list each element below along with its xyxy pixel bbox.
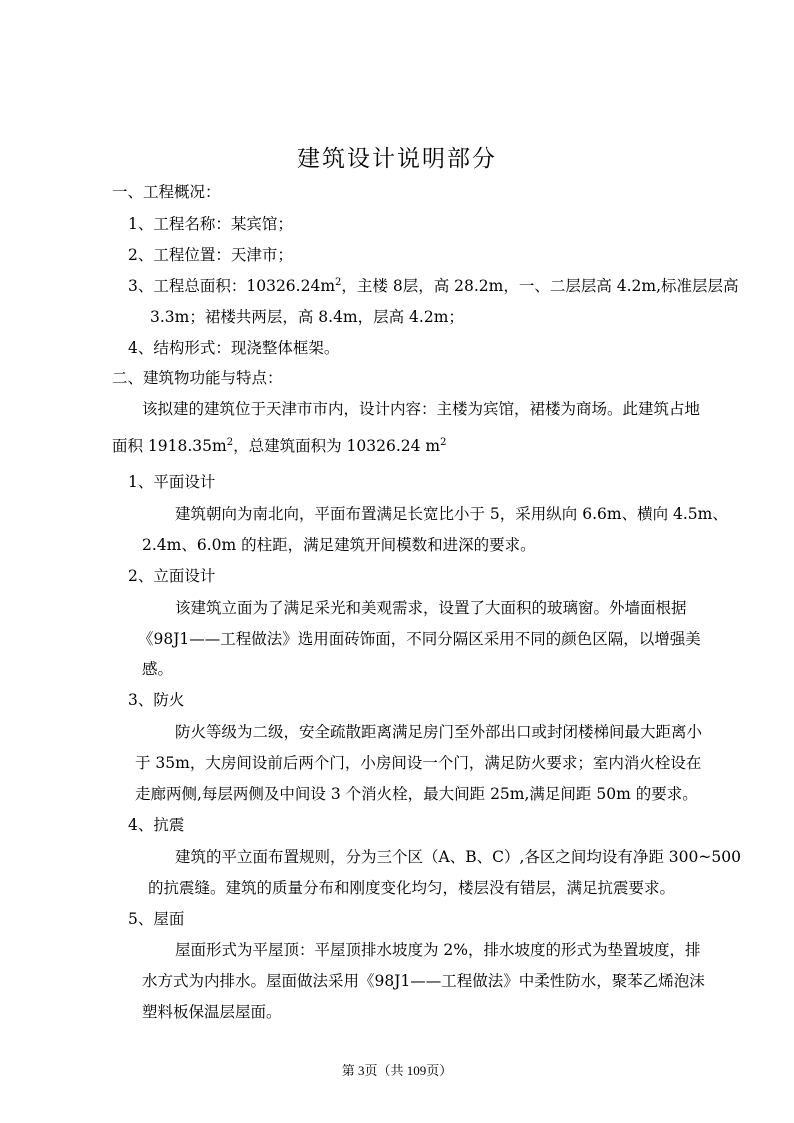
- page-footer: 第 3页（共 109页）: [341, 1063, 453, 1078]
- page-title: 建筑设计说明部分: [297, 146, 497, 172]
- plan-line-1: 建筑朝向为南北向，平面布置满足长宽比小于 5，采用纵向 6.6m、横向 4.5m、: [175, 505, 728, 523]
- fire-line-2: 于 35m，大房间设前后两个门，小房间设一个门，满足防火要求；室内消火栓设在: [135, 754, 702, 772]
- section-heading-features: 二、建筑物功能与特点：: [112, 369, 283, 387]
- overview-item-area-cont: 3.3m；裙楼共两层，高 8.4m，层高 4.2m；: [150, 308, 464, 326]
- seismic-line-1: 建筑的平立面布置规则，分为三个区（A、B、C）,各区之间均设有净距 300~500: [175, 848, 741, 866]
- overview-item-structure: 4、结构形式：现浇整体框架。: [128, 339, 340, 357]
- roof-line-3: 塑料板保温层屋面。: [142, 1003, 282, 1021]
- fire-line-1: 防火等级为二级，安全疏散距离满足房门至外部出口或封闭楼梯间最大距离小: [175, 723, 703, 741]
- subheading-fire: 3、防火: [128, 691, 185, 709]
- overview-item-name: 1、工程名称：某宾馆；: [128, 215, 293, 233]
- elevation-line-1: 该建筑立面为了满足采光和美观需求，设置了大面积的玻璃窗。外墙面根据: [175, 599, 687, 617]
- roof-line-1: 屋面形式为平屋顶：平屋顶排水坡度为 2%，排水坡度的形式为垫置坡度，排: [175, 941, 701, 959]
- subheading-roof: 5、屋面: [128, 910, 185, 928]
- subheading-seismic: 4、抗震: [128, 816, 185, 834]
- seismic-line-2: 的抗震缝。建筑的质量分布和刚度变化均匀，楼层没有错层，满足抗震要求。: [148, 879, 676, 897]
- roof-line-2: 水方式为内排水。屋面做法采用《98J1——工程做法》中柔性防水，聚苯乙烯泡沫: [142, 972, 705, 990]
- elevation-line-3: 感。: [142, 660, 174, 678]
- fire-line-3: 走廊两侧,每层两侧及中间设 3 个消火栓，最大间距 25m,满足间距 50m 的要求。: [135, 785, 698, 803]
- features-intro-line-1: 该拟建的建筑位于天津市市内，设计内容：主楼为宾馆，裙楼为商场。此建筑占地: [142, 400, 701, 418]
- subheading-elevation: 2、立面设计: [128, 567, 216, 585]
- elevation-line-2: 《98J1——工程做法》选用面砖饰面，不同分隔区采用不同的颜色区隔，以增强美: [138, 630, 701, 648]
- section-heading-overview: 一、工程概况：: [112, 183, 221, 201]
- plan-line-2: 2.4m、6.0m 的柱距，满足建筑开间模数和进深的要求。: [142, 536, 536, 554]
- overview-item-location: 2、工程位置：天津市；: [128, 246, 293, 264]
- subheading-plan: 1、平面设计: [128, 473, 216, 491]
- overview-item-area: 3、工程总面积：$10326.24m^2$，主楼 8层，高 28.2m，一、二层层高 4.2m,标准层层高: [128, 276, 739, 295]
- features-intro-line-2: 面积 $1918.35m^2$，总建筑面积为 10326.24 $m^2$: [112, 436, 447, 455]
